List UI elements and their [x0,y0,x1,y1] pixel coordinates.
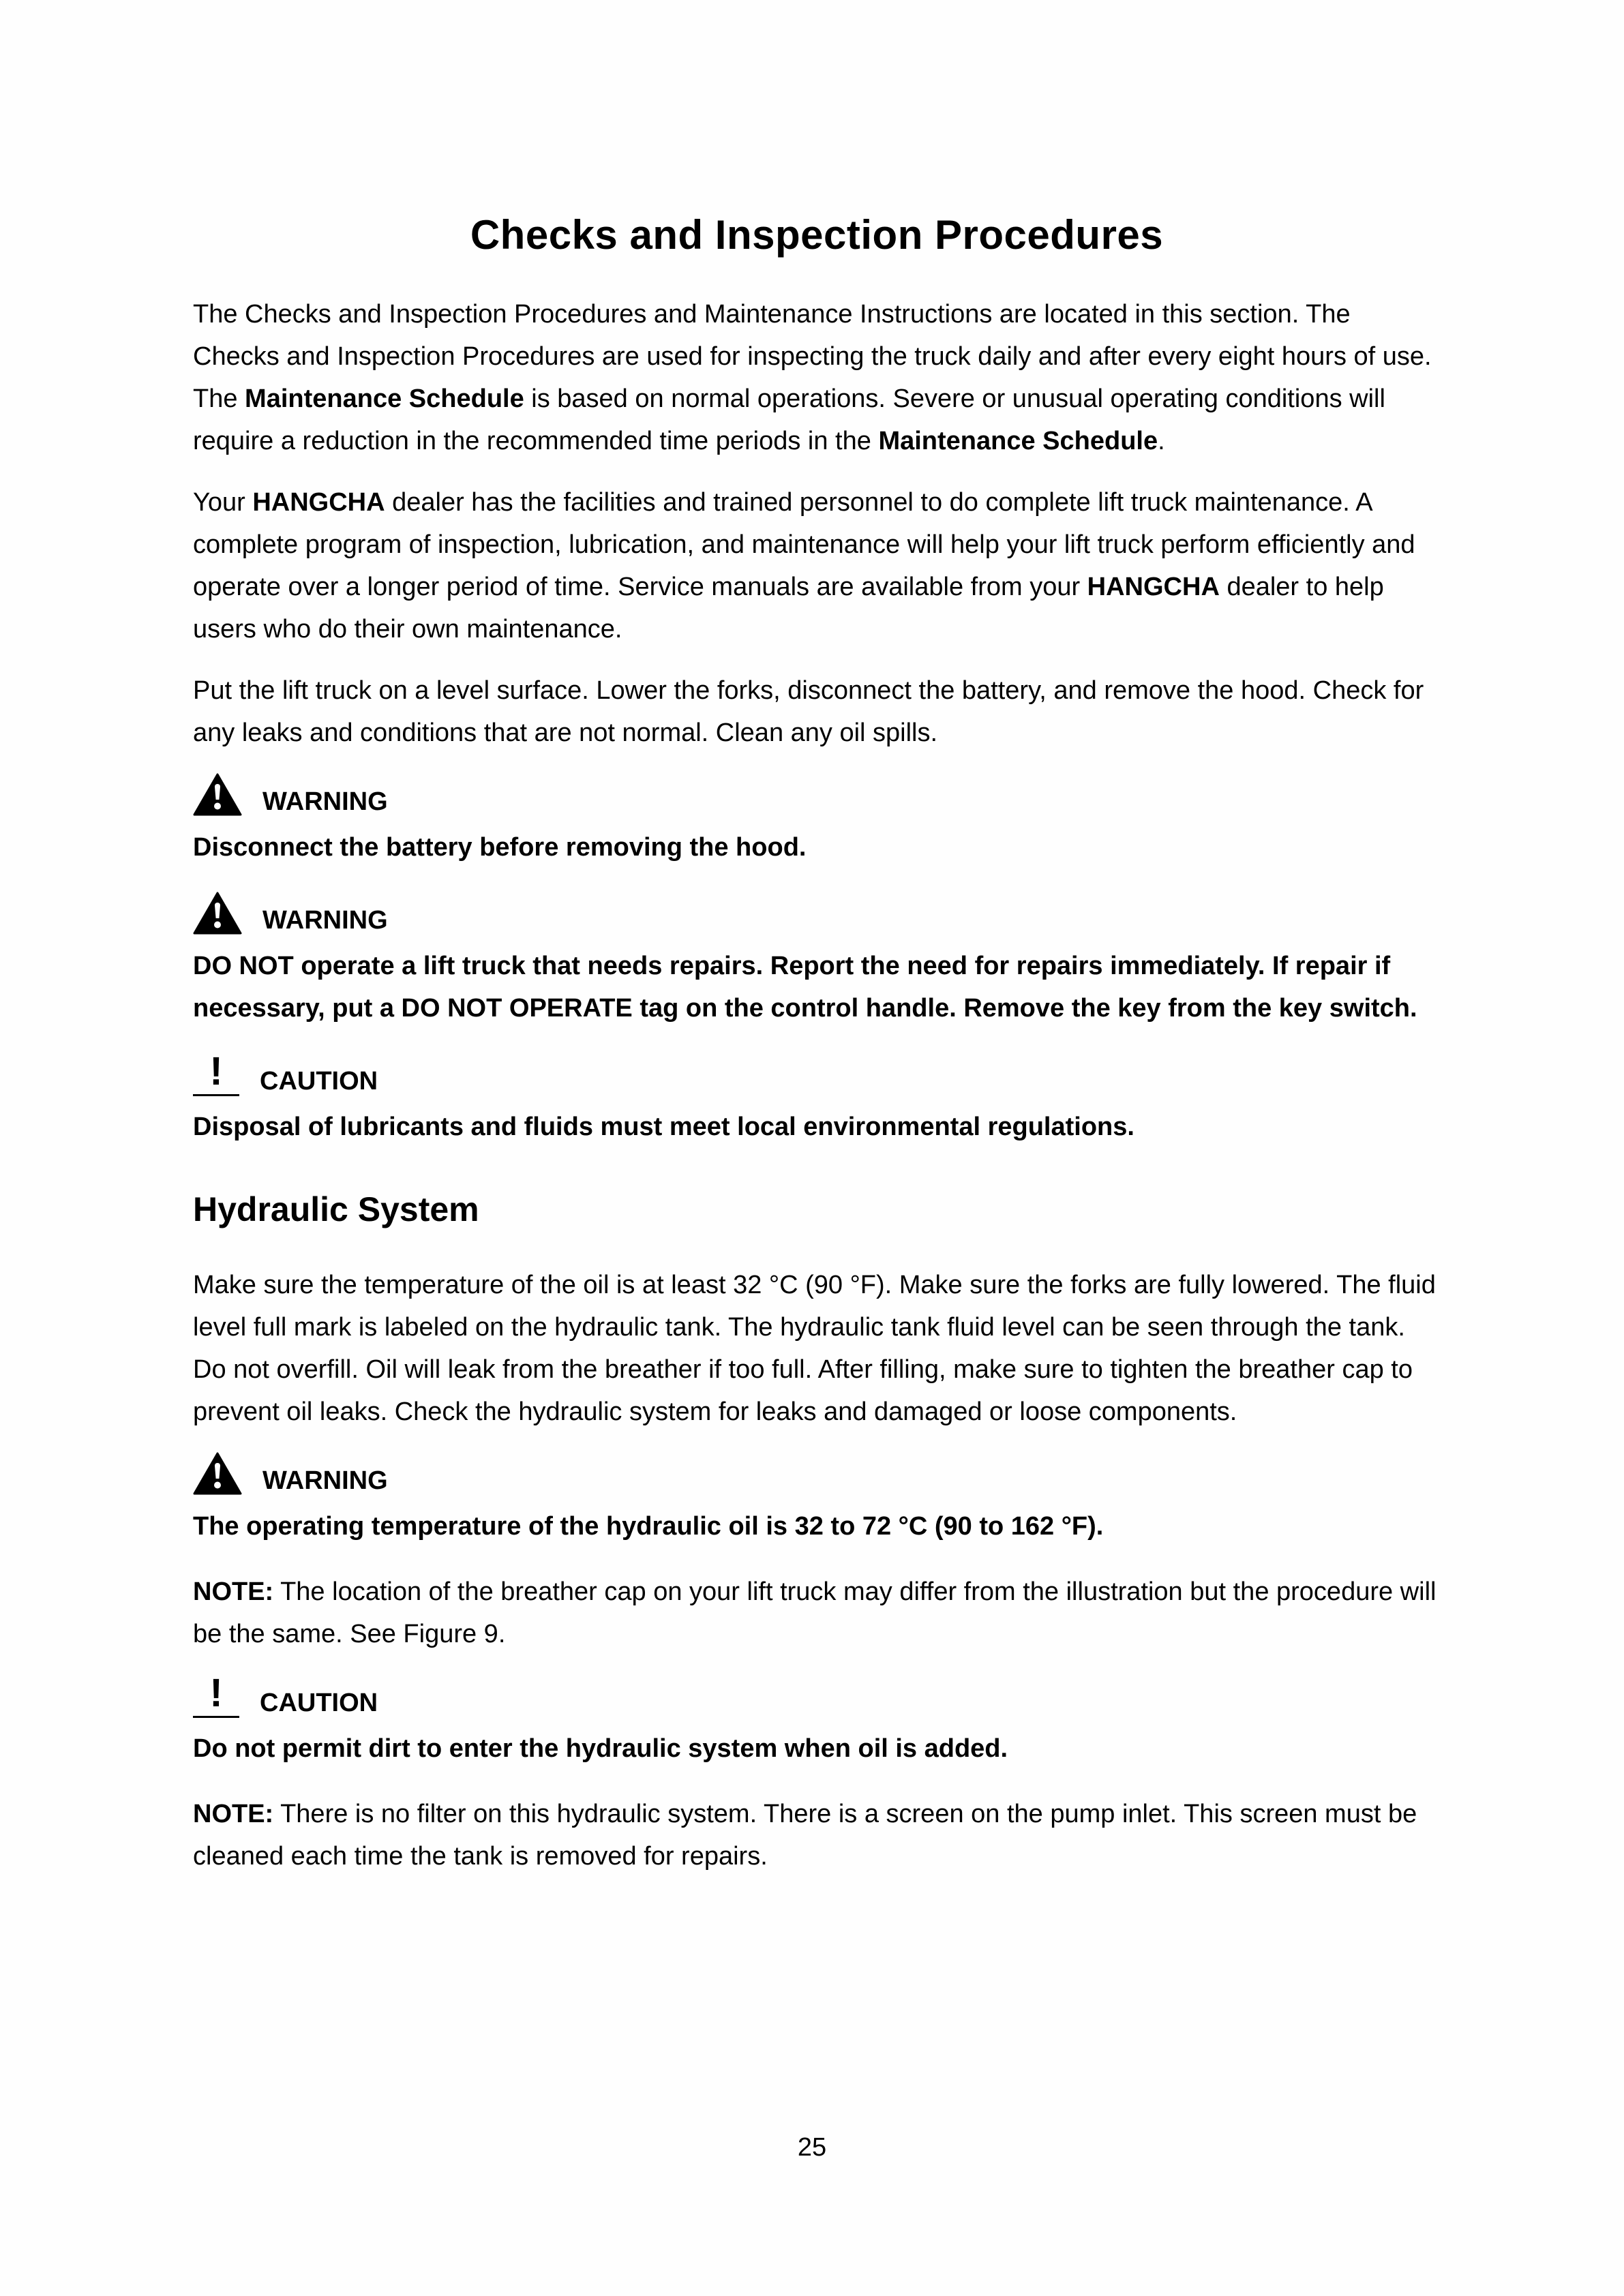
bold-term-hangcha: HANGCHA [252,488,385,517]
paragraph-text: is based on normal operations. Severe or unusual operating conditions will require a reduction in the recommended time periods in the [193,384,1385,455]
warning-block-3 [193,1452,1441,1547]
warning-header [193,892,1441,935]
page-title: Checks and Inspection Procedures [470,212,1164,258]
warning-label: WARNING [262,906,388,935]
note-text: The location of the breather cap on your lift truck may differ from the illustration but the procedure will be the same. See Figure 9. [193,1577,1437,1648]
caution-block-1 [193,1049,1441,1148]
note-text: There is no filter on this hydraulic system. There is a screen on the pump inlet. This screen must be cleaned each time the tank is removed for repairs. [193,1800,1417,1871]
intro-paragraph-2 [193,481,1441,650]
note-2 [193,1793,1441,1877]
warning-text: The operating temperature of the hydraulic oil is 32 to 72 °C (90 to 162 °F). [193,1512,1104,1541]
bold-term-maintenance-schedule: Maintenance Schedule [245,384,524,413]
caution-header [193,1671,1441,1718]
warning-header [193,1452,1441,1496]
caution-text: Disposal of lubricants and fluids must meet local environmental regulations. [193,1113,1134,1141]
caution-exclamation-icon: ! [193,1053,239,1096]
warning-block-1 [193,773,1441,868]
hydraulic-paragraph-1: Make sure the temperature of the oil is at least 32 °C (90 °F). Make sure the forks are fully lowered. The fluid level full mark is labeled on the hydraulic tank. The hydraulic tank fluid level can be seen through the tank. Do not overfill. Oil will leak from the breather if too full. After filling, make sure to tighten the breather cap to prevent oil leaks. Check the hydraulic system for leaks and damaged or loose components. [193,1271,1436,1426]
paragraph-text: The Checks and Inspection Procedures and Maintenance Instructions are located in this section. The Checks and Inspection Procedures are used for inspecting the truck daily and after every eight hours of use. The [193,300,1432,413]
note-1 [193,1571,1441,1655]
caution-block-2 [193,1671,1441,1770]
warning-label: WARNING [262,787,388,816]
warning-text: Disconnect the battery before removing the hood. [193,833,807,862]
caution-label: CAUTION [260,1689,378,1717]
warning-label: WARNING [262,1466,388,1495]
note-label: NOTE: [193,1800,274,1828]
warning-triangle-icon [193,892,242,935]
paragraph-text: Your [193,488,253,517]
page-number: 25 [797,2133,827,2162]
warning-text: DO NOT operate a lift truck that needs repairs. Report the need for repairs immediately. If repair if necessary, put a DO NOT OPERATE tag on the control handle. Remove the key from the key switch. [193,952,1417,1023]
paragraph-text: dealer has the facilities and trained personnel to do complete lift truck maintenance. A complete program of inspection, lubrication, and maintenance will help your lift truck perform efficiently and operate over a longer period of time. Service manuals are available from your [193,488,1415,601]
bold-term-maintenance-schedule: Maintenance Schedule [878,427,1158,455]
warning-header [193,773,1441,817]
warning-block-2 [193,892,1441,1029]
note-label: NOTE: [193,1577,274,1606]
caution-label: CAUTION [260,1067,378,1096]
caution-exclamation-icon: ! [193,1674,239,1718]
warning-triangle-icon [193,773,242,817]
intro-paragraph-1 [193,293,1441,462]
intro-paragraph-3: Put the lift truck on a level surface. Lower the forks, disconnect the battery, and remove the hood. Check for any leaks and conditions that are not normal. Clean any oil spills. [193,676,1424,747]
paragraph-text: . [1158,427,1165,455]
paragraph-text: dealer to help users who do their own maintenance. [193,573,1384,644]
caution-text: Do not permit dirt to enter the hydraulic system when oil is added. [193,1734,1008,1763]
bold-term-hangcha: HANGCHA [1087,573,1220,601]
section-heading-hydraulic-system: Hydraulic System [193,1190,479,1228]
caution-header [193,1049,1441,1096]
warning-triangle-icon [193,1452,242,1496]
